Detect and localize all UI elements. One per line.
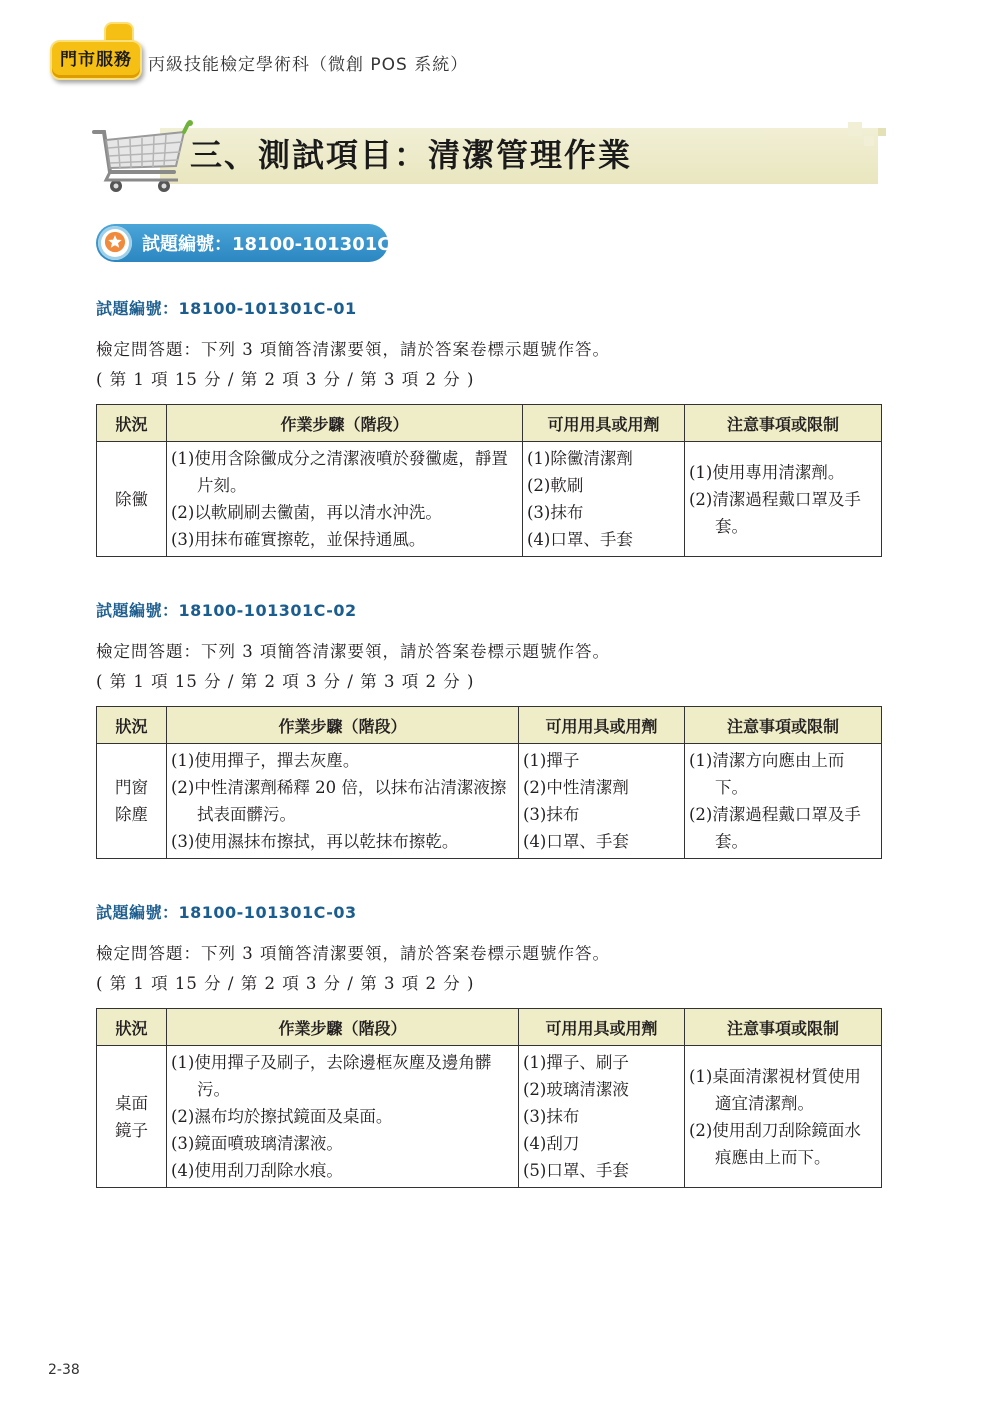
tool-item: (1)撣子、刷子 xyxy=(523,1053,629,1072)
table-header-row xyxy=(97,405,882,442)
question-scores: ( 第 1 項 15 分 / 第 2 項 3 分 / 第 3 項 2 分 ) xyxy=(96,974,475,993)
table-row xyxy=(97,442,882,557)
table-header-row xyxy=(97,1009,882,1046)
steps-cell xyxy=(167,744,519,859)
situation-text: 除黴 xyxy=(115,489,148,509)
tool-item: (1)撣子 xyxy=(523,751,580,770)
situation-text: 除塵 xyxy=(115,805,148,824)
question-id: 試題編號：18100-101301C-01 xyxy=(96,299,357,318)
notes-cell xyxy=(685,1046,882,1188)
tools-cell xyxy=(523,442,685,557)
question-prompt: 檢定問答題：下列 3 項簡答清潔要領，請於答案卷標示題號作答。 xyxy=(96,340,610,359)
header-situation: 狀況 xyxy=(97,405,167,442)
tool-item: (2)軟刷 xyxy=(527,476,584,495)
tool-item: (3)抹布 xyxy=(527,503,584,522)
answer-table xyxy=(96,706,882,859)
tools-cell xyxy=(519,1046,685,1188)
tool-item: (4)刮刀 xyxy=(523,1134,580,1153)
table-header-row xyxy=(97,707,882,744)
step-item: (4)使用刮刀刮除水痕。 xyxy=(171,1161,343,1180)
header-tools: 可用用具或用劑 xyxy=(519,1009,685,1046)
notes-cell xyxy=(685,442,882,557)
note-item: (2)清潔過程戴口罩及手套。 xyxy=(689,805,861,851)
tool-item: (3)抹布 xyxy=(523,805,580,824)
step-item: (3)使用濕抹布擦拭，再以乾抹布擦乾。 xyxy=(171,832,459,851)
step-item: (2)中性清潔劑稀釋 20 倍，以抹布沾清潔液擦拭表面髒污。 xyxy=(171,778,507,824)
section-title: 三、測試項目：清潔管理作業 xyxy=(190,136,633,174)
header-steps: 作業步驟（階段） xyxy=(167,707,519,744)
header-notes: 注意事項或限制 xyxy=(685,707,882,744)
tool-item: (2)中性清潔劑 xyxy=(523,778,629,797)
step-item: (1)使用撣子，撣去灰塵。 xyxy=(171,751,360,770)
question-scores: ( 第 1 項 15 分 / 第 2 項 3 分 / 第 3 項 2 分 ) xyxy=(96,370,475,389)
question-id: 試題編號：18100-101301C-02 xyxy=(96,601,357,620)
header-tools: 可用用具或用劑 xyxy=(523,405,685,442)
page-number: 2-38 xyxy=(48,1362,80,1378)
shopping-cart-icon xyxy=(88,118,198,200)
header-situation: 狀況 xyxy=(97,1009,167,1046)
tool-item: (5)口罩、手套 xyxy=(523,1161,629,1180)
book-subtitle: 丙級技能檢定學術科（微創 POS 系統） xyxy=(148,55,469,75)
question-scores: ( 第 1 項 15 分 / 第 2 項 3 分 / 第 3 項 2 分 ) xyxy=(96,672,475,691)
situation-cell xyxy=(97,442,167,557)
tools-cell xyxy=(519,744,685,859)
answer-table xyxy=(96,1008,882,1188)
steps-cell xyxy=(167,442,523,557)
notes-cell xyxy=(685,744,882,859)
header-notes: 注意事項或限制 xyxy=(685,405,882,442)
note-item: (1)使用專用清潔劑。 xyxy=(689,462,845,482)
tool-item: (1)除黴清潔劑 xyxy=(527,449,633,468)
tool-item: (4)口罩、手套 xyxy=(527,530,633,549)
answer-table xyxy=(96,404,882,557)
header-steps: 作業步驟（階段） xyxy=(167,405,523,442)
tool-item: (3)抹布 xyxy=(523,1107,580,1126)
tool-item: (2)玻璃清潔液 xyxy=(523,1080,629,1099)
note-item: (2)使用刮刀刮除鏡面水痕應由上而下。 xyxy=(689,1120,861,1167)
steps-cell xyxy=(167,1046,519,1188)
header-tools: 可用用具或用劑 xyxy=(519,707,685,744)
question-prompt: 檢定問答題：下列 3 項簡答清潔要領，請於答案卷標示題號作答。 xyxy=(96,642,610,661)
step-item: (3)用抹布確實擦乾，並保持通風。 xyxy=(171,530,426,549)
situation-text: 門窗 xyxy=(115,778,148,797)
category-badge: 門市服務 xyxy=(50,40,142,80)
table-row xyxy=(97,744,882,859)
note-item: (2)清潔過程戴口罩及手套。 xyxy=(689,489,861,536)
question-id: 試題編號：18100-101301C-03 xyxy=(96,903,357,922)
situation-cell xyxy=(97,1046,167,1188)
situation-text: 桌面 xyxy=(115,1093,148,1113)
step-item: (1)使用含除黴成分之清潔液噴於發黴處，靜置片刻。 xyxy=(171,449,508,495)
tool-item: (4)口罩、手套 xyxy=(523,832,629,851)
header-situation: 狀況 xyxy=(97,707,167,744)
note-item: (1)清潔方向應由上而下。 xyxy=(689,751,845,797)
step-item: (2)以軟刷刷去黴菌，再以清水沖洗。 xyxy=(171,503,442,522)
exam-code: 試題編號：18100-101301C xyxy=(142,234,391,255)
step-item: (2)濕布均於擦拭鏡面及桌面。 xyxy=(171,1107,393,1126)
step-item: (3)鏡面噴玻璃清潔液。 xyxy=(171,1134,343,1153)
situation-text: 鏡子 xyxy=(115,1120,148,1140)
header-notes: 注意事項或限制 xyxy=(685,1009,882,1046)
question-prompt: 檢定問答題：下列 3 項簡答清潔要領，請於答案卷標示題號作答。 xyxy=(96,944,610,963)
table-row xyxy=(97,1046,882,1188)
step-item: (1)使用撣子及刷子，去除邊框灰塵及邊角髒污。 xyxy=(171,1053,492,1099)
situation-cell xyxy=(97,744,167,859)
header-steps: 作業步驟（階段） xyxy=(167,1009,519,1046)
note-item: (1)桌面清潔視材質使用適宜清潔劑。 xyxy=(689,1066,861,1113)
star-icon xyxy=(104,231,126,253)
